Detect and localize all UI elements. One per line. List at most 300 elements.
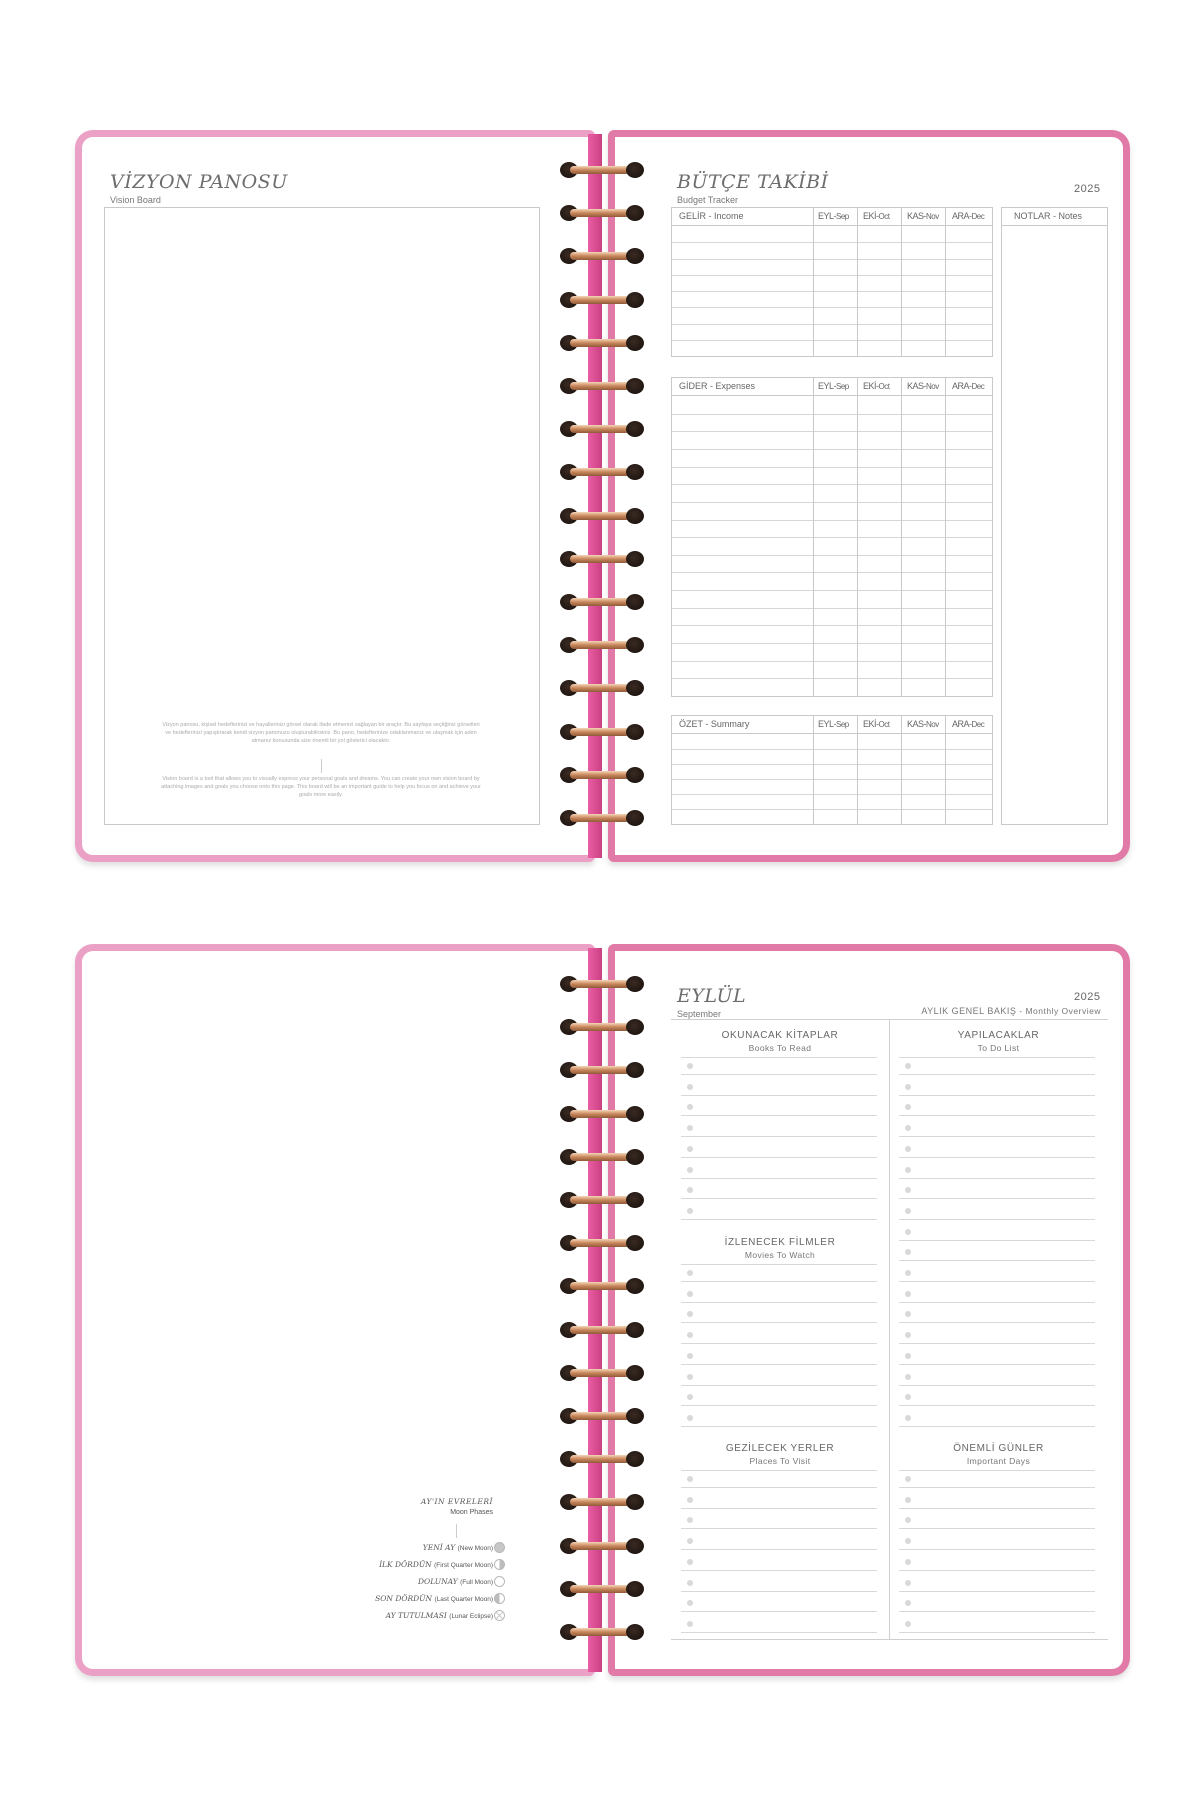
books-item-bullet (687, 1208, 693, 1214)
column-divider (889, 1019, 890, 1639)
movies-subtitle: Movies To Watch (744, 1250, 816, 1260)
binder-ring (560, 1235, 645, 1251)
ring-wire (570, 1369, 630, 1377)
places-item-line[interactable] (681, 1632, 877, 1633)
ring-hole-right (626, 421, 644, 437)
places-item-bullet (687, 1580, 693, 1586)
ring-hole-right (626, 162, 644, 178)
table-header (672, 378, 992, 396)
notes-box[interactable] (1001, 207, 1108, 825)
important-day-item-bullet (905, 1621, 911, 1627)
important-days-subtitle: Important Days (966, 1456, 1031, 1466)
todo-item-line[interactable] (899, 1136, 1095, 1137)
table-row-line (672, 678, 992, 679)
binder-ring (560, 508, 645, 524)
table-row-line (672, 625, 992, 626)
todo-item-line[interactable] (899, 1157, 1095, 1158)
ring-hole-right (626, 976, 644, 992)
todo-item-bullet (905, 1332, 911, 1338)
ring-wire (570, 1628, 630, 1636)
ring-hole-right (626, 1235, 644, 1251)
ring-hole-right (626, 335, 644, 351)
movies-item-bullet (687, 1332, 693, 1338)
todo-item-bullet (905, 1084, 911, 1090)
table-column-line (857, 208, 858, 356)
ring-wire (570, 555, 630, 563)
table-column-line (857, 716, 858, 824)
movies-item-line[interactable] (681, 1364, 877, 1365)
table-row-line (672, 275, 992, 276)
table-row-line (672, 242, 992, 243)
todo-item-line[interactable] (899, 1219, 1095, 1220)
ring-wire (570, 1282, 630, 1290)
binder-ring (560, 1278, 645, 1294)
ring-wire (570, 339, 630, 347)
table-row-line (672, 537, 992, 538)
new-moon-icon (494, 1542, 505, 1553)
movies-item-line[interactable] (681, 1385, 877, 1386)
ring-hole-right (626, 767, 644, 783)
month-oct: EKİ-Oct (863, 381, 890, 391)
ring-hole-right (626, 1581, 644, 1597)
todo-item-bullet (905, 1208, 911, 1214)
ring-hole-right (626, 464, 644, 480)
year-label: 2025 (1074, 991, 1101, 1003)
first-quarter-moon-icon (494, 1559, 505, 1570)
ring-hole-right (626, 1149, 644, 1165)
places-item-line[interactable] (681, 1508, 877, 1509)
ring-wire (570, 209, 630, 217)
table-row-line (672, 779, 992, 780)
moon-subtitle: Moon Phases (450, 1509, 493, 1516)
ring-wire (570, 684, 630, 692)
ring-hole-right (626, 594, 644, 610)
expenses-table[interactable] (671, 377, 993, 697)
ring-wire (570, 1239, 630, 1247)
todo-item-line[interactable] (899, 1115, 1095, 1116)
books-item-line[interactable] (681, 1136, 877, 1137)
table-row-line (672, 484, 992, 485)
todo-item-bullet (905, 1353, 911, 1359)
ring-hole-right (626, 551, 644, 567)
binder-ring (560, 594, 645, 610)
ring-wire (570, 252, 630, 260)
todo-item-bullet (905, 1291, 911, 1297)
todo-item-bullet (905, 1415, 911, 1421)
todo-item-line[interactable] (899, 1240, 1095, 1241)
todo-title: YAPILACAKLAR (957, 1030, 1040, 1041)
binder-ring (560, 810, 645, 826)
binder-ring (560, 724, 645, 740)
todo-item-bullet (905, 1146, 911, 1152)
important-day-item-line[interactable] (899, 1487, 1095, 1488)
moon-phase-item: DOLUNAY (Full Moon) (418, 1577, 493, 1586)
month-nov: KAS-Nov (907, 381, 939, 391)
important-day-item-line[interactable] (899, 1528, 1095, 1529)
month-sep: EYL-Sep (818, 211, 849, 221)
binder-ring (560, 1538, 645, 1554)
month-nov: KAS-Nov (907, 719, 939, 729)
binder-ring (560, 205, 645, 221)
binder-ring (560, 1408, 645, 1424)
binder-ring (560, 1494, 645, 1510)
table-row-line (672, 307, 992, 308)
table-column-line (813, 378, 814, 696)
important-day-item-line[interactable] (899, 1508, 1095, 1509)
ring-wire (570, 1153, 630, 1161)
binder-ring (560, 421, 645, 437)
movies-item-line[interactable] (681, 1405, 877, 1406)
binder-ring (560, 551, 645, 567)
important-day-item-bullet (905, 1517, 911, 1523)
section-header-rule (681, 1057, 877, 1058)
section-header-rule (681, 1470, 877, 1471)
books-item-line[interactable] (681, 1219, 877, 1220)
table-row-line (672, 431, 992, 432)
ring-hole-right (626, 810, 644, 826)
ring-wire (570, 1196, 630, 1204)
ring-hole-right (626, 680, 644, 696)
ring-hole-right (626, 1494, 644, 1510)
ring-hole-right (626, 1538, 644, 1554)
month-nov: KAS-Nov (907, 211, 939, 221)
full-moon-icon (494, 1576, 505, 1587)
lunar-eclipse-icon (494, 1610, 505, 1621)
table-row-line (672, 794, 992, 795)
books-item-bullet (687, 1125, 693, 1131)
section-header-rule (899, 1470, 1095, 1471)
month-sep: EYL-Sep (818, 381, 849, 391)
ring-hole-right (626, 1062, 644, 1078)
binder-ring (560, 1322, 645, 1338)
description-divider (321, 759, 322, 773)
ring-wire (570, 1023, 630, 1031)
todo-item-bullet (905, 1125, 911, 1131)
todo-item-bullet (905, 1229, 911, 1235)
month-dec: ARA-Dec (952, 381, 985, 391)
books-item-line[interactable] (681, 1178, 877, 1179)
binder-ring (560, 1365, 645, 1381)
todo-item-bullet (905, 1167, 911, 1173)
movies-item-line[interactable] (681, 1322, 877, 1323)
binder-ring (560, 1062, 645, 1078)
month-dec: ARA-Dec (952, 719, 985, 729)
summary-table[interactable] (671, 715, 993, 825)
table-row-line (672, 502, 992, 503)
binder-ring (560, 680, 645, 696)
ring-hole-right (626, 292, 644, 308)
todo-item-bullet (905, 1249, 911, 1255)
footer-rule (671, 1639, 1108, 1640)
vision-description-tr: Vizyon panosu, kişisel hedeflerinizi ve hayallerinizi görsel olarak ifade etmenizi sağlayan bir araçtır. Bu sayfaya seçtiğiniz görselleri ve hedeflerinizi yapıştırarak kendi vizyon panonuzu oluşturabilirsiniz. Bu pano, hedeflerinize odaklanmanız ve ulaşmak için adım atmanız konusunda size önemli bir yol gösterici olacaktır. (162, 722, 480, 744)
table-row-line (672, 259, 992, 260)
movies-item-line[interactable] (681, 1343, 877, 1344)
ring-hole-right (626, 248, 644, 264)
table-row-line (672, 555, 992, 556)
ring-wire (570, 980, 630, 988)
ring-wire (570, 728, 630, 736)
todo-item-line[interactable] (899, 1074, 1095, 1075)
moon-phase-item: YENİ AY (New Moon) (422, 1543, 493, 1552)
places-item-bullet (687, 1497, 693, 1503)
places-item-bullet (687, 1538, 693, 1544)
books-item-bullet (687, 1187, 693, 1193)
month-sep: EYL-Sep (818, 719, 849, 729)
movies-item-bullet (687, 1415, 693, 1421)
income-label: GELİR - Income (679, 211, 744, 221)
movies-item-bullet (687, 1311, 693, 1317)
moon-phase-item: SON DÖRDÜN (Last Quarter Moon) (375, 1594, 493, 1603)
important-day-item-line[interactable] (899, 1611, 1095, 1612)
moon-title: AY'IN EVRELERİ (420, 1497, 493, 1506)
todo-item-line[interactable] (899, 1405, 1095, 1406)
binder-ring (560, 292, 645, 308)
ring-hole-right (626, 1451, 644, 1467)
movies-item-bullet (687, 1374, 693, 1380)
movies-item-line[interactable] (681, 1426, 877, 1427)
important-day-item-bullet (905, 1600, 911, 1606)
movies-item-bullet (687, 1270, 693, 1276)
todo-item-line[interactable] (899, 1302, 1095, 1303)
table-row-line (672, 643, 992, 644)
ring-wire (570, 598, 630, 606)
places-item-line[interactable] (681, 1591, 877, 1592)
places-item-line[interactable] (681, 1570, 877, 1571)
table-column-line (901, 716, 902, 824)
todo-item-bullet (905, 1063, 911, 1069)
table-column-line (945, 716, 946, 824)
table-row-line (672, 324, 992, 325)
books-item-line[interactable] (681, 1157, 877, 1158)
movies-title: İZLENECEK FİLMLER (724, 1237, 836, 1248)
todo-item-bullet (905, 1104, 911, 1110)
ring-hole-right (626, 1019, 644, 1035)
important-day-item-line[interactable] (899, 1549, 1095, 1550)
binder-ring (560, 335, 645, 351)
books-item-bullet (687, 1167, 693, 1173)
binder-ring (560, 767, 645, 783)
table-header (672, 208, 992, 226)
vision-board-area[interactable] (104, 207, 540, 825)
page-title: EYLÜL (677, 985, 747, 1007)
table-row-line (672, 764, 992, 765)
places-item-bullet (687, 1600, 693, 1606)
year-label: 2025 (1074, 183, 1101, 195)
table-row-line (672, 414, 992, 415)
notes-header: NOTLAR - Notes (1002, 208, 1107, 226)
table-row-line (672, 809, 992, 810)
places-item-bullet (687, 1559, 693, 1565)
ring-hole-right (626, 1106, 644, 1122)
binder-ring (560, 637, 645, 653)
table-column-line (813, 208, 814, 356)
movies-item-bullet (687, 1291, 693, 1297)
moon-phase-item: İLK DÖRDÜN (First Quarter Moon) (379, 1560, 493, 1569)
todo-item-bullet (905, 1311, 911, 1317)
todo-item-line[interactable] (899, 1198, 1095, 1199)
important-day-item-line[interactable] (899, 1591, 1095, 1592)
todo-item-line[interactable] (899, 1322, 1095, 1323)
binder-ring (560, 1451, 645, 1467)
places-item-line[interactable] (681, 1528, 877, 1529)
monthly-overview-page (608, 944, 1130, 1676)
books-item-bullet (687, 1063, 693, 1069)
books-item-line[interactable] (681, 1115, 877, 1116)
page-title: VİZYON PANOSU (110, 171, 288, 193)
ring-hole-right (626, 724, 644, 740)
ring-wire (570, 1455, 630, 1463)
important-day-item-bullet (905, 1476, 911, 1482)
binder-ring (560, 1581, 645, 1597)
table-row-line (672, 572, 992, 573)
ring-wire (570, 771, 630, 779)
movies-item-line[interactable] (681, 1281, 877, 1282)
ring-wire (570, 425, 630, 433)
ring-hole-right (626, 637, 644, 653)
table-row-line (672, 590, 992, 591)
page-title: BÜTÇE TAKİBİ (677, 171, 829, 193)
ring-hole-right (626, 1278, 644, 1294)
important-day-item-bullet (905, 1538, 911, 1544)
moon-phases-page (75, 944, 595, 1676)
table-row-line (672, 661, 992, 662)
movies-item-bullet (687, 1394, 693, 1400)
binder-ring (560, 1624, 645, 1640)
binder-ring (560, 1192, 645, 1208)
ring-hole-right (626, 1192, 644, 1208)
table-column-line (901, 378, 902, 696)
summary-label: ÖZET - Summary (679, 719, 750, 729)
todo-item-line[interactable] (899, 1426, 1095, 1427)
page-subtitle: Vision Board (110, 195, 161, 205)
ring-wire (570, 296, 630, 304)
places-item-bullet (687, 1476, 693, 1482)
todo-item-line[interactable] (899, 1343, 1095, 1344)
vision-board-page (75, 130, 595, 862)
ring-wire (570, 1542, 630, 1550)
expenses-label: GİDER - Expenses (679, 381, 756, 391)
books-item-line[interactable] (681, 1198, 877, 1199)
table-row-line (672, 291, 992, 292)
binder-ring (560, 464, 645, 480)
ring-hole-right (626, 508, 644, 524)
books-subtitle: Books To Read (748, 1043, 812, 1053)
movies-item-bullet (687, 1353, 693, 1359)
ring-wire (570, 468, 630, 476)
section-header-rule (681, 1264, 877, 1265)
page-subtitle: Budget Tracker (677, 195, 739, 205)
moon-divider (456, 1524, 457, 1538)
ring-hole-right (626, 378, 644, 394)
ring-wire (570, 1326, 630, 1334)
month-oct: EKİ-Oct (863, 211, 890, 221)
ring-wire (570, 166, 630, 174)
page-subtitle: September (677, 1009, 722, 1019)
ring-wire (570, 1498, 630, 1506)
todo-item-line[interactable] (899, 1385, 1095, 1386)
books-item-line[interactable] (681, 1074, 877, 1075)
todo-item-bullet (905, 1394, 911, 1400)
books-item-bullet (687, 1084, 693, 1090)
todo-item-bullet (905, 1270, 911, 1276)
budget-tracker-page (608, 130, 1130, 862)
todo-item-line[interactable] (899, 1260, 1095, 1261)
todo-item-bullet (905, 1187, 911, 1193)
ring-wire (570, 1110, 630, 1118)
important-day-item-bullet (905, 1497, 911, 1503)
books-item-line[interactable] (681, 1095, 877, 1096)
vision-description-en: Vision board is a tool that allows you to visually express your personal goals and dreams. You can create your own vision board by attaching images and goals you choose onto this page. This board will be an important guide to help you focus on and achieve your goals more easily. (161, 776, 481, 798)
table-column-line (945, 208, 946, 356)
binder-ring (560, 248, 645, 264)
ring-hole-right (626, 1365, 644, 1381)
places-item-line[interactable] (681, 1549, 877, 1550)
ring-hole-right (626, 205, 644, 221)
todo-item-line[interactable] (899, 1281, 1095, 1282)
todo-subtitle: To Do List (977, 1043, 1020, 1053)
places-item-line[interactable] (681, 1487, 877, 1488)
important-day-item-line[interactable] (899, 1632, 1095, 1633)
todo-item-line[interactable] (899, 1095, 1095, 1096)
places-item-bullet (687, 1517, 693, 1523)
places-subtitle: Places To Visit (749, 1456, 811, 1466)
table-column-line (901, 208, 902, 356)
moon-phase-item: AY TUTULMASI (Lunar Eclipse) (385, 1611, 493, 1620)
places-item-line[interactable] (681, 1611, 877, 1612)
table-column-line (857, 378, 858, 696)
spine (588, 948, 602, 1672)
ring-wire (570, 1585, 630, 1593)
table-column-line (945, 378, 946, 696)
binder-ring (560, 976, 645, 992)
table-row-line (672, 467, 992, 468)
books-item-bullet (687, 1104, 693, 1110)
section-header-rule (899, 1057, 1095, 1058)
todo-item-line[interactable] (899, 1178, 1095, 1179)
important-day-item-line[interactable] (899, 1570, 1095, 1571)
todo-item-line[interactable] (899, 1364, 1095, 1365)
books-item-bullet (687, 1146, 693, 1152)
table-header (672, 716, 992, 734)
ring-wire (570, 382, 630, 390)
important-day-item-bullet (905, 1559, 911, 1565)
income-table[interactable] (671, 207, 993, 357)
month-oct: EKİ-Oct (863, 719, 890, 729)
places-item-bullet (687, 1621, 693, 1627)
ring-wire (570, 1412, 630, 1420)
important-days-title: ÖNEMLİ GÜNLER (953, 1443, 1044, 1454)
ring-hole-right (626, 1322, 644, 1338)
binder-ring (560, 162, 645, 178)
month-dec: ARA-Dec (952, 211, 985, 221)
todo-item-bullet (905, 1374, 911, 1380)
table-row-line (672, 449, 992, 450)
binder-ring (560, 1019, 645, 1035)
table-column-line (813, 716, 814, 824)
binder-ring (560, 378, 645, 394)
ring-wire (570, 641, 630, 649)
books-title: OKUNACAK KİTAPLAR (721, 1030, 839, 1041)
table-row-line (672, 340, 992, 341)
important-day-item-bullet (905, 1580, 911, 1586)
movies-item-line[interactable] (681, 1302, 877, 1303)
ring-hole-right (626, 1408, 644, 1424)
table-row-line (672, 608, 992, 609)
binder-ring (560, 1106, 645, 1122)
ring-hole-right (626, 1624, 644, 1640)
table-row-line (672, 520, 992, 521)
binder-ring (560, 1149, 645, 1165)
